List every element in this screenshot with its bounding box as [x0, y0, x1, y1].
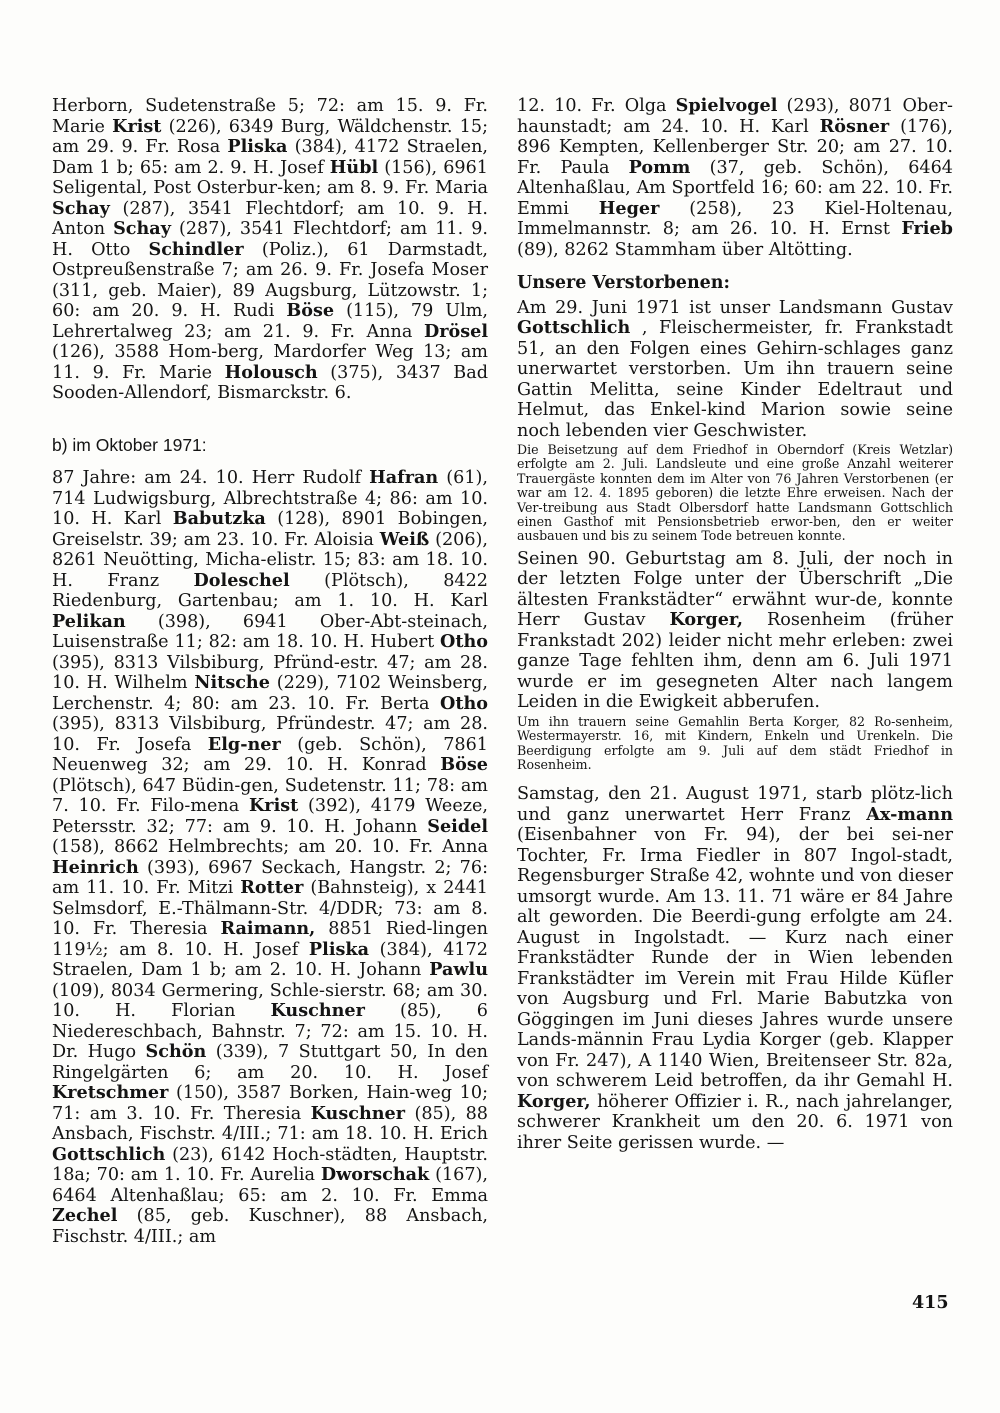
name-highlight: Korger,: [669, 609, 744, 631]
name-highlight: Pawlu: [429, 959, 488, 980]
name-highlight: Pliska: [227, 136, 288, 157]
name-highlight: Kuschner: [310, 1102, 406, 1124]
name-highlight: Gottschlich: [52, 1143, 166, 1165]
name-highlight: Elg-ner: [207, 733, 281, 755]
right-column: [517, 96, 953, 1153]
name-highlight: Krist: [249, 795, 299, 816]
name-highlight: Hafran: [369, 467, 439, 488]
name-highlight: Zechel: [52, 1205, 118, 1226]
name-highlight: Otho: [440, 692, 488, 714]
name-highlight: Doleschel: [193, 569, 290, 591]
october-birthdays-continued: 12. 10. Fr. Olga Spielvogel (293), 8071 Ober-haunstadt; am 24. 10. H. Karl Rösner (176), 896 Kempten, Kellenberger Str. 20; am 27. 10. Fr. Paula Pomm (37, geb. Schön), 6464 Altenhaßlau, Am Sportfeld 16; 60: am 22. 10. Fr. Emmi Heger (258), 23 Kiel-Holtenau, Immelmannstr. 8; am 26. 10. H. Ernst Frieb (89), 8262 Stammham über Altötting.: [517, 95, 954, 260]
page-number: 415: [912, 1293, 949, 1313]
name-highlight: Kretschmer: [52, 1082, 169, 1103]
obituary-gottschlich: Am 29. Juni 1971 ist unser Landsmann Gustav Gottschlich , Fleischermeister, fr. Frankstadt 51, an den Folgen eines Gehirn-schlages ganz unerwartet verstorben. Um ihn trauern seine Gattin Melitta, seine Kinder Edeltraut und Helmut, das Enkel-kind Marion sowie seine noch lebenden vier Geschwister.: [517, 297, 953, 441]
name-highlight: Holousch: [224, 361, 318, 383]
name-highlight: Böse: [286, 300, 335, 321]
left-column: [52, 96, 488, 1247]
name-highlight: Ax-mann: [866, 803, 953, 825]
name-highlight: Böse: [440, 754, 488, 775]
name-highlight: Schindler: [148, 238, 244, 260]
name-highlight: Rösner: [819, 115, 890, 137]
name-highlight: Seidel: [427, 815, 488, 837]
name-highlight: Heinrich: [52, 856, 139, 878]
name-highlight: Korger,: [517, 1090, 591, 1112]
obituary-gottschlich-funeral: Die Beisetzung auf dem Friedhof in Oberndorf (Kreis Wetzlar) erfolgte am 2. Juli. Landsleute und eine große Anzahl weiterer Trauergäste konnten dem im Alter von 76 Jahren Verstorbenen (er war am 12. 4. 1895 geboren) die letzte Ehre erweisen. Nach der Ver-treibung aus Stadt Olbersdorf hatte Landsmann Gottschlich einen Gasthof mit Pensionsbetrieb erwor-ben, den er weiter ausbauen und bis zu seinem Tode betreuen konnte.: [517, 442, 953, 544]
name-highlight: Schay: [113, 218, 171, 239]
name-highlight: Babutzka: [172, 508, 266, 529]
october-heading: b) im Oktober 1971:: [52, 434, 207, 455]
deceased-heading: Unsere Verstorbenen:: [517, 273, 730, 293]
name-highlight: Schön: [145, 1041, 207, 1062]
name-highlight: Raimann,: [220, 918, 316, 939]
obituary-korger-funeral: Um ihn trauern seine Gemahlin Berta Korger, 82 Ro-senheim, Westermayerstr. 16, mit Kindern, Enkeln und Urenkeln. Die Beerdigung erfolgte am 9. Juli auf dem städt Friedhof in Rosenheim.: [517, 713, 953, 773]
name-highlight: Frieb: [901, 218, 953, 239]
october-birthdays-text: 87 Jahre: am 24. 10. Herr Rudolf Hafran (61), 714 Ludwigsburg, Albrechtstraße 4; 86: am 10. 10. H. Karl Babutzka (128), 8901 Bobingen, Greiselstr. 39; am 23. 10. Fr. Aloisia Weiß (206), 8261 Neuötting, Micha-elistr. 15; 83: am 18. 10. H. Franz Doleschel (Plötsch), 8422 Riedenburg, Gartenbau; am 1. 10. H. Karl Pelikan (398), 6941 Ober-Abt-steinach, Luisenstraße 11; 82: am 18. 10. H. Hubert Otho (395), 8313 Vilsbiburg, Pfründ-estr. 47; am 28. 10. H. Wilhelm Nitsche (229), 7102 Weinsberg, Lerchenstr. 4; 80: am 23. 10. Fr. Berta Otho (395), 8313 Vilsbiburg, Pfründestr. 47; am 28. 10. Fr. Josefa Elg-ner (geb. Schön), 7861 Neuenweg 32; am 29. 10. H. Konrad Böse (Plötsch), 647 Büdin-gen, Sudetenstr. 11; 78: am 7. 10. Fr. Filo-mena Krist (392), 4179 Weeze, Petersstr. 32; 77: am 9. 10. H. Johann Seidel (158), 8662 Helmbrechts; am 20. 10. Fr. Anna Heinrich (393), 6967 Seckach, Hangstr. 2; 76: am 11. 10. Fr. Mitzi Rotter (Bahnsteig), x 2441 Selmsdorf, E.-Thälmann-Str. 4/DDR; 73: am 8. 10. Fr. Theresia Raimann, 8851 Ried-lingen 119½; am 8. 10. H. Josef Pliska (384), 4172 Straelen, Dam 1 b; am 2. 10. H. Johann Pawlu (109), 8034 Germering, Schle-sierstr. 68; am 30. 10. H. Florian Kuschner (85), 6 Niedereschbach, Bahnstr. 7; 72: am 15. 10. H. Dr. Hugo Schön (339), 7 Stuttgart 50, In den Ringelgärten 6; am 20. 10. H. Josef Kretschmer (150), 3587 Borken, Hain-weg 10; 71: am 3. 10. Fr. Theresia Kuschner (85), 88 Ansbach, Fischstr. 4/III.; 71: am 18. 10. H. Erich Gottschlich (23), 6142 Hoch-städten, Hauptstr. 18a; 70: am 1. 10. Fr. Aurelia Dworschak (167), 6464 Altenhaßlau; 65: am 2. 10. Fr. Emma Zechel (85, geb. Kuschner), 88 Ansbach, Fischstr. 4/III.; am: [52, 467, 489, 1247]
obituary-axmann: Samstag, den 21. August 1971, starb plötz-lich und ganz unerwartet Herr Franz Ax-mann (Eisenbahner von Fr. 94), der bei sei-ner Tochter, Fr. Irma Fiedler in 807 Ingol-stadt, Regensburger Straße 42, wohnte und von dieser umsorgt wurde. Am 13. 11. 71 wäre er 84 Jahre alt geworden. Die Beerdi-gung erfolgte am 24. August in Ingolstadt. — Kurz nach einer Frankstädter Runde der in Wien lebenden Frankstädter im Verein mit Frau Hilde Küfler von Augsburg und Frl. Marie Babutzka von Göggingen im Juni dieses Jahres wurde unsere Lands-männin Frau Lydia Korger (geb. Klapper von Fr. 247), A 1140 Wien, Breitenseer Str. 82a, von schwerem Leid betroffen, da ihr Gemahl H. Korger, höherer Offizier i. R., nach jahrelanger, schwerer Krankheit um den 20. 6. 1971 von ihrer Seite gerissen wurde. —: [517, 784, 953, 1153]
name-highlight: Otho: [440, 631, 488, 652]
name-highlight: Gottschlich: [517, 317, 631, 338]
name-highlight: Nitsche: [194, 672, 270, 693]
name-highlight: Kuschner: [270, 1000, 365, 1021]
name-highlight: Hübl: [329, 156, 379, 178]
obituary-korger: Seinen 90. Geburtstag am 8. Juli, der noch in der letzten Folge unter der Überschrift „Die ältesten Frankstädter“ erwähnt wur-de, konnte Herr Gustav Korger, Rosenheim (früher Frankstadt 202) leider nicht mehr erleben: zwei ganze Tage fehlten ihm, denn am 6. Juli 1971 wurde er im gesegneten Alter nach langem Leiden in die Ewigkeit abberufen.: [517, 548, 953, 713]
name-highlight: Pomm: [628, 156, 691, 178]
name-highlight: Weiß: [379, 528, 430, 550]
name-highlight: Pliska: [308, 938, 370, 960]
september-birthdays-text: Herborn, Sudetenstraße 5; 72: am 15. 9. Fr. Marie Krist (226), 6349 Burg, Wäldchenstr. 15; am 29. 9. Fr. Rosa Pliska (384), 4172 Straelen, Dam 1 b; 65: am 2. 9. H. Josef Hübl (156), 6961 Seligental, Post Osterbur-ken; am 8. 9. Fr. Maria Schay (287), 3541 Flechtdorf; am 10. 9. H. Anton Schay (287), 3541 Flechtdorf; am 11. 9. H. Otto Schindler (Poliz.), 61 Darmstadt, Ostpreußenstraße 7; am 26. 9. Fr. Josefa Moser (311, geb. Maier), 89 Augsburg, Lützowstr. 1; 60: am 20. 9. H. Rudi Böse (115), 79 Ulm, Lehrertalweg 23; am 21. 9. Fr. Anna Drösel (126), 3588 Hom-berg, Mardorfer Weg 13; am 11. 9. Fr. Marie Holousch (375), 3437 Bad Sooden-Allendorf, Bismarckstr. 6.: [52, 96, 488, 403]
name-highlight: Rotter: [240, 877, 304, 898]
name-highlight: Heger: [598, 197, 660, 219]
name-highlight: Dworschak: [320, 1164, 430, 1185]
name-highlight: Drösel: [423, 320, 488, 342]
name-highlight: Schay: [52, 197, 110, 219]
name-highlight: Spielvogel: [675, 95, 778, 116]
name-highlight: Krist: [112, 115, 162, 137]
name-highlight: Pelikan: [52, 610, 126, 632]
